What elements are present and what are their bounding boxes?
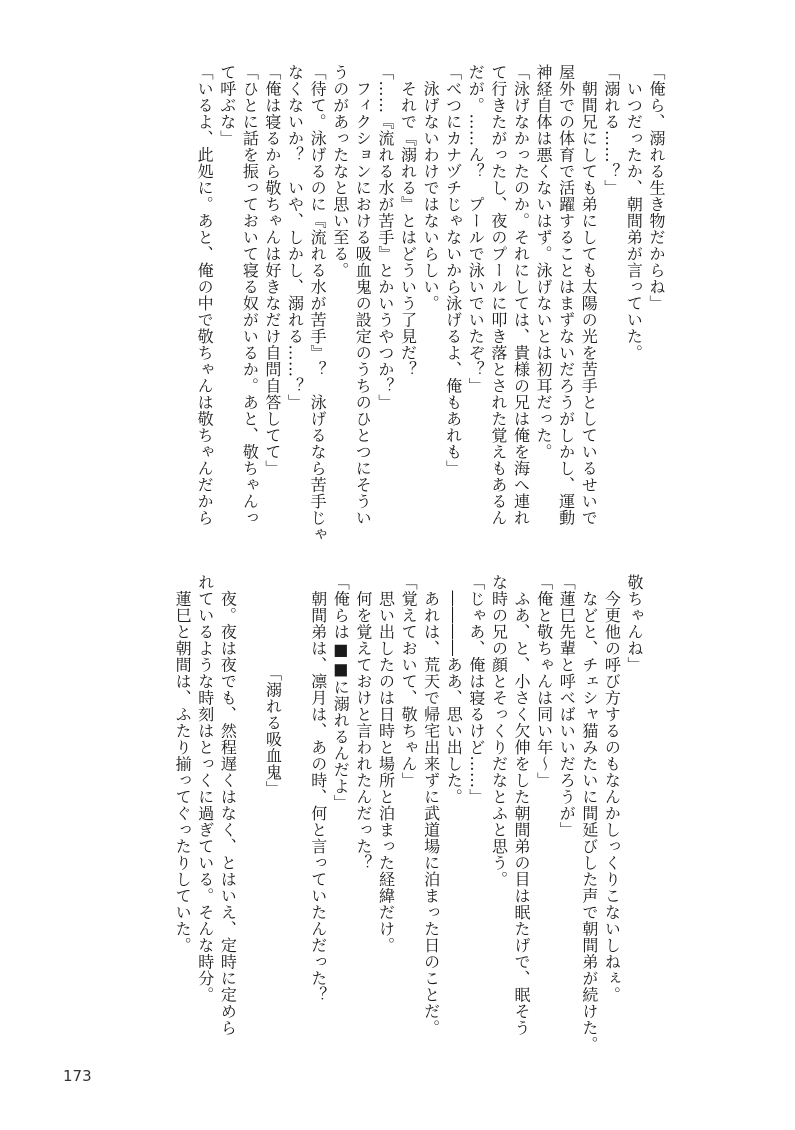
text-line: 朝間弟は、凛月は、あの時、何と言っていたんだった？ bbox=[308, 574, 328, 1003]
text-line: 「俺は寝るから敬ちゃんは好きなだけ自問自答してて」 bbox=[262, 64, 282, 477]
text-line bbox=[284, 574, 307, 1029]
text-line: だが。……ん？ プールで泳いでいたぞ？」 bbox=[466, 64, 486, 394]
text-line: 「俺ら、溺れる生き物だからね」 bbox=[647, 64, 666, 312]
text-line: 夜。夜は夜でも、然程遅くはなく、とはいえ、定時に定めら bbox=[218, 574, 238, 1036]
text-line: 「ひとに話を振っておいて寝る奴がいるか。あと、敬ちゃんっ bbox=[240, 64, 260, 526]
text-line: ふあ、と、小さく欠伸をした朝間弟の目は眠たげで、眠そう bbox=[512, 574, 532, 1036]
text-line: 屋外での体育で活躍することはまずないだろうがしかし、運動 bbox=[556, 64, 576, 526]
text-line bbox=[238, 574, 261, 1029]
text-line: それで『溺れる』とはどういう了見だ？ bbox=[398, 64, 418, 378]
text-line: ――――ああ、思い出した。 bbox=[444, 574, 464, 805]
text-line: 「じゃあ、俺は寝るけど……」 bbox=[466, 574, 486, 805]
text-line: などと、チェシャ猫みたいに間延びした声で朝間弟が続けた。 bbox=[579, 574, 599, 1053]
text-line: なくないか？ いや、しかし、溺れる……？」 bbox=[285, 64, 305, 411]
text-line: あれは、荒天で帰宅出来ずに武道場に泊まった日のことだ。 bbox=[421, 574, 441, 1036]
text-line: 「俺らは■■に溺れるんだよ」 bbox=[331, 574, 351, 811]
text-line: いつだったか、朝間弟が言っていた。 bbox=[624, 64, 644, 361]
text-line: て呼ぶな」 bbox=[217, 64, 237, 147]
text-line: 神経自体は悪くないはず。泳げないとは初耳だった。 bbox=[534, 64, 554, 460]
text-line: 「蓮巳先輩と呼べばいいだろうが」 bbox=[557, 574, 577, 838]
text-line: れているような時刻はとっくに過ぎている。そんな時分。 bbox=[195, 574, 215, 1003]
text-line: て行きたがったし、夜のプールに叩き落とされた覚えもあるん bbox=[488, 64, 508, 526]
text-line: 「べつにカナヅチじゃないから泳げるよ、俺もあれも」 bbox=[443, 64, 463, 477]
text-line: うのがあったなと思い至る。 bbox=[330, 64, 350, 279]
text-line: 「俺と敬ちゃんは同い年～」 bbox=[534, 574, 554, 789]
text-line: 「覚えておいて、敬ちゃん」 bbox=[399, 574, 419, 789]
text-line: 泳げないわけではないらしい。 bbox=[421, 64, 441, 312]
text-line: フィクションにおける吸血鬼の設定のうちのひとつにそうい bbox=[353, 64, 373, 526]
text-line: な時の兄の顔とそっくりだなとふと思う。 bbox=[489, 574, 509, 888]
text-line: 何を覚えておけと言われたんだった？ bbox=[353, 574, 373, 871]
lower-text-block bbox=[171, 574, 645, 1053]
upper-text-block bbox=[193, 64, 667, 543]
page-number: 173 bbox=[63, 1067, 92, 1085]
text-line: 今更他の呼び方するのもなんかしっくりこないしねぇ。 bbox=[602, 574, 622, 1003]
text-line: 敬ちゃんね」 bbox=[625, 574, 644, 673]
text-line: 「いるよ、此処に。あと、俺の中で敬ちゃんは敬ちゃんだから bbox=[195, 64, 215, 526]
text-line: 「溺れる……？」 bbox=[601, 64, 621, 196]
text-line: 朝間兄にしても弟にしても太陽の光を苦手としているせいで bbox=[579, 64, 599, 526]
text-line: 思い出したのは日時と場所と泊まった経緯だけ。 bbox=[376, 574, 396, 954]
text-line: 「泳げなかったのか。それにしては、貴様の兄は俺を海へ連れ bbox=[511, 64, 531, 526]
text-line: 「待て。泳げるのに『流れる水が苦手』？ 泳げるなら苦手じゃ bbox=[308, 64, 328, 543]
text-line: 「……『流れる水が苦手』とかいうやつか？」 bbox=[375, 64, 395, 411]
text-line: 蓮巳と朝間は、ふたり揃ってぐったりしていた。 bbox=[173, 574, 193, 954]
text-line: 「溺れる吸血鬼」 bbox=[263, 574, 283, 797]
